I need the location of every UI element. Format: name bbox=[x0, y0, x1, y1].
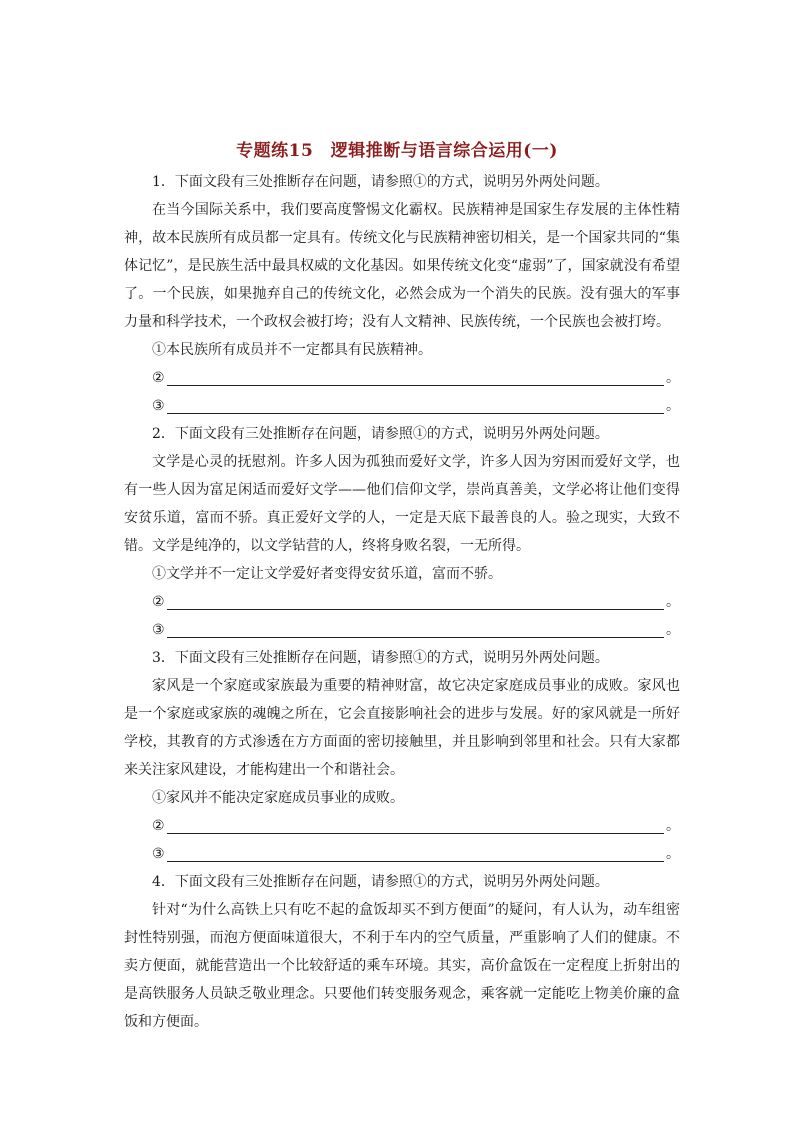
question-1-answer-2[interactable] bbox=[124, 364, 680, 392]
answer-number: ② bbox=[152, 818, 165, 834]
question-2-example: ①文学并不一定让文学爱好者变得安贫乐道，富而不骄。 bbox=[152, 566, 502, 582]
answer-period: 。 bbox=[666, 622, 680, 638]
question-3-example: ①家风并不能决定家庭成员事业的成败。 bbox=[152, 790, 404, 806]
answer-period: 。 bbox=[666, 398, 680, 414]
answer-line[interactable] bbox=[167, 619, 664, 638]
question-4-passage: 针对“为什么高铁上只有吃不起的盒饭却买不到方便面”的疑问，有人认为，动车组密封性特别强，而泡方便面味道很大，不利于车内的空气质量，严重影响了人们的健康。不卖方便面，就能营造出一个比较舒适的乘车环境。其实，高价盒饭在一定程度上折射出的是高铁服务人员缺乏敬业理念。只要他们转变服务观念，乘客就一定能吃上物美价廉的盒饭和方便面。 bbox=[124, 902, 680, 1030]
answer-line[interactable] bbox=[167, 395, 664, 414]
question-2-answer-2[interactable] bbox=[124, 588, 680, 616]
question-4-prompt: 4．下面文段有三处推断存在问题，请参照①的方式，说明另外两处问题。 bbox=[152, 874, 609, 890]
question-3-answer-3[interactable] bbox=[124, 840, 680, 868]
answer-period: 。 bbox=[666, 594, 680, 610]
answer-number: ② bbox=[152, 370, 165, 386]
answer-number: ③ bbox=[152, 622, 165, 638]
question-2-prompt: 2．下面文段有三处推断存在问题，请参照①的方式，说明另外两处问题。 bbox=[152, 426, 609, 442]
question-1-answer-3[interactable] bbox=[124, 392, 680, 420]
question-3-passage: 家风是一个家庭或家族最为重要的精神财富，故它决定家庭成员事业的成败。家风也是一个家庭或家族的魂魄之所在，它会直接影响社会的进步与发展。好的家风就是一所好学校，其教育的方式渗透在方方面面的密切接触里，并且影响到邻里和社会。只有大家都来关注家风建设，才能构建出一个和谐社会。 bbox=[124, 678, 680, 778]
question-3-answer-2[interactable] bbox=[124, 812, 680, 840]
question-1-prompt: 1．下面文段有三处推断存在问题，请参照①的方式，说明另外两处问题。 bbox=[152, 174, 609, 190]
page-title: 专题练15 逻辑推断与语言综合运用(一) bbox=[236, 141, 558, 161]
answer-line[interactable] bbox=[167, 843, 664, 862]
answer-line[interactable] bbox=[167, 815, 664, 834]
answer-period: 。 bbox=[666, 370, 680, 386]
answer-line[interactable] bbox=[167, 367, 664, 386]
question-3-prompt: 3．下面文段有三处推断存在问题，请参照①的方式，说明另外两处问题。 bbox=[152, 650, 609, 666]
answer-number: ② bbox=[152, 594, 165, 610]
answer-number: ③ bbox=[152, 846, 165, 862]
question-1-example: ①本民族所有成员并不一定都具有民族精神。 bbox=[152, 342, 432, 358]
answer-period: 。 bbox=[666, 846, 680, 862]
answer-period: 。 bbox=[666, 818, 680, 834]
answer-line[interactable] bbox=[167, 591, 664, 610]
question-1-passage: 在当今国际关系中，我们要高度警惕文化霸权。民族精神是国家生存发展的主体性精神，故本民族所有成员都一定具有。传统文化与民族精神密切相关，是一个国家共同的“集体记忆”，是民族生活中最具权威的文化基因。如果传统文化变“虚弱”了，国家就没有希望了。一个民族，如果抛弃自己的传统文化，必然会成为一个消失的民族。没有强大的军事力量和科学技术，一个政权会被打垮；没有人文精神、民族传统，一个民族也会被打垮。 bbox=[124, 202, 680, 330]
question-2-answer-3[interactable] bbox=[124, 616, 680, 644]
answer-number: ③ bbox=[152, 398, 165, 414]
question-2-passage: 文学是心灵的抚慰剂。许多人因为孤独而爱好文学，许多人因为穷困而爱好文学，也有一些人因为富足闲适而爱好文学——他们信仰文学，崇尚真善美，文学必将让他们变得安贫乐道，富而不骄。真正爱好文学的人，一定是天底下最善良的人。验之现实，大致不错。文学是纯净的，以文学钻营的人，终将身败名裂，一无所得。 bbox=[124, 454, 680, 554]
content-area bbox=[124, 168, 680, 1036]
